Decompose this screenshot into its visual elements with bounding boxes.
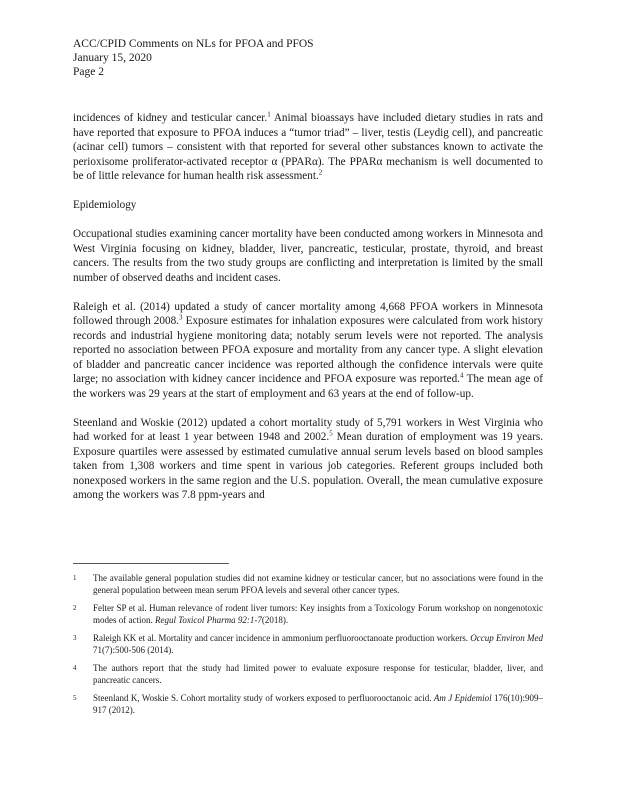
intro-paragraph: incidences of kidney and testicular cancer.$^1$ Animal bioassays have included dietary studies in rats and have reported that exposure to PFOA induces a “tumor triad” – liver, testis (Leydig cell), and pancreatic (acinar cell) tumors – consistent with that reported for several other substances known to activate the perioxisome proliferator-activated receptor α (PPARα). The PPARα mechanism is well documented to be of little relevance for human health risk assessment.$^2$ [73,110,543,182]
occupational-studies-paragraph: Occupational studies examining cancer mortality have been conducted among workers in Minnesota and West Virginia focusing on kidney, bladder, liver, pancreatic, testicular, prostate, thyroid, and breast cancers. The results from the two study groups are conflicting and interpretation is limited by the small number of observed deaths and incident cases. [73,228,543,284]
footnote: 4 The authors report that the study had limited power to evaluate exposure response for testicular, bladder, liver, and pancreatic cancers. [73,663,543,685]
footnote-ref[interactable]: 2 [318,168,323,177]
page-header [73,37,314,79]
raleigh-paragraph: Raleigh et al. (2014) updated a study of cancer mortality among 4,668 PFOA workers in Minnesota followed through 2008.$^3$ Exposure estimates for inhalation exposures were calculated from work history records and industrial hygiene monitoring data; notably serum levels were not reported. The analysis reported no association between PFOA exposure and mortality from any cancer type. A slight elevation of bladder and pancreatic cancer incidence was reported although the confidence intervals were quite large; no association with kidney cancer incidence and PFOA exposure was reported.$^4$ The mean age of the workers was 29 years at the start of employment and 63 years at the end of follow-up. [73,300,543,400]
footnotes [73,572,543,722]
header-page-number: Page 2 [73,66,104,78]
steenland-paragraph: Steenland and Woskie (2012) updated a cohort mortality study of 5,791 workers in West Virginia who had worked for at least 1 year between 1948 and 2002.$^5$ Mean duration of employment was 19 years. Exposure quartiles were assessed by estimated cumulative annual serum levels based on blood samples taken from 1,308 workers and time spent in various job categories. Referent groups included both nonexposed workers in the same region and the U.S. population. Overall, the mean cumulative exposure among the workers was 7.8 ppm-years and [73,416,544,501]
footnote-divider [73,563,229,564]
footnote-ref[interactable]: 4 [459,371,464,380]
footnote: 2 Felter SP et al. Human relevance of rodent liver tumors: Key insights from a Toxicology Forum workshop on nongenotoxic modes of action. Regul Toxicol Pharma 92:1-7(2018). [73,603,543,625]
page-body [73,111,543,503]
footnote: 5 Steenland K, Woskie S. Cohort mortality study of workers exposed to perfluorooctanoic acid. Am J Epidemiol 176(10):909–917 (2012). [73,693,543,715]
footnote-number: 3 [73,634,77,642]
footnote-ref[interactable]: 5 [329,429,333,438]
footnote-number: 2 [73,604,77,612]
footnote: 3 Raleigh KK et al. Mortality and cancer incidence in ammonium perfluorooctanoate production workers. Occup Environ Med 71(7):500-506 (2014). [73,633,544,655]
footnote-number: 1 [73,574,77,582]
footnote-ref[interactable]: 1 [267,110,271,119]
footnote: 1 The available general population studies did not examine kidney or testicular cancer, but no associations were found in the general population between mean serum PFOA levels and several other cancer types. [73,573,543,595]
footnote-ref[interactable]: 3 [178,313,183,322]
footnote-number: 4 [73,664,77,672]
header-title: ACC/CPID Comments on NLs for PFOA and PFOS [73,38,314,50]
footnote-number: 5 [73,694,77,702]
section-heading: Epidemiology [73,199,137,211]
header-date: January 15, 2020 [73,52,152,64]
